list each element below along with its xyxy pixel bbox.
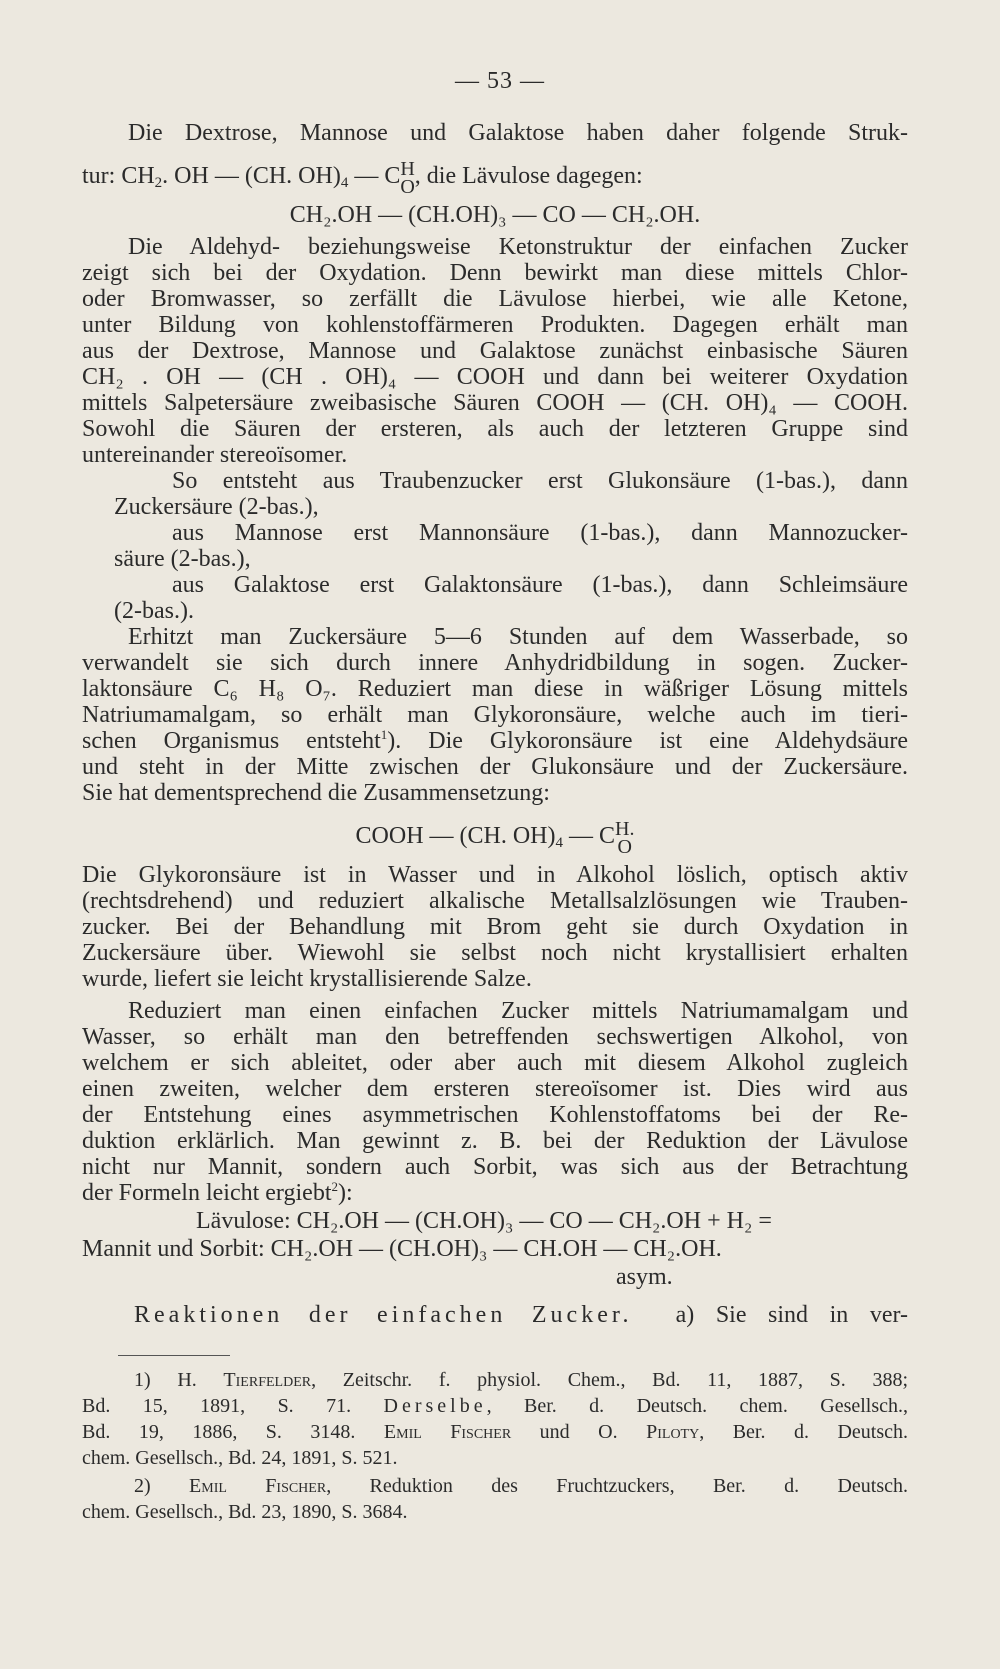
- author-name: Tierfelder: [223, 1369, 312, 1391]
- text-line: und steht in der Mitte zwischen der Glukonsäure und der Zuckersäure.: [82, 754, 908, 780]
- text-line: Die Glykoronsäure ist in Wasser und in Alkohol löslich, optisch aktiv: [82, 862, 908, 888]
- author-name: Piloty: [646, 1421, 700, 1443]
- text-line: verwandelt sie sich durch innere Anhydridbildung in sogen. Zucker-: [82, 650, 908, 676]
- text-line: laktonsäure C₆ H₈ O₇. Reduziert man diese in wäßriger Lösung mittels: [82, 676, 908, 702]
- formula-line-mannit-sorbit: Mannit und Sorbit: CH₂.OH — (CH.OH)₃ — CH.OH — CH₂.OH.: [82, 1236, 722, 1262]
- text-line: welchem er sich ableitet, oder aber auch mit diesem Alkohol zugleich: [82, 1050, 908, 1076]
- formula-line-aldehyde: tur: $CH_2$. OH — (CH. $OH)_4$ — C H O , die Lävulose dagegen:: [82, 158, 643, 198]
- text-line: aus Mannose erst Mannonsäure (1-bas.), dann Mannozucker-: [172, 520, 908, 546]
- text-line: Reduziert man einen einfachen Zucker mittels Natriumamalgam und: [128, 998, 908, 1024]
- text-line: (2-bas.).: [114, 598, 194, 624]
- text-line: untereinander stereoïsomer.: [82, 442, 348, 468]
- text-line: duktion erklärlich. Man gewinnt z. B. bei der Reduktion der Lävulose: [82, 1128, 908, 1154]
- section-heading: Reaktionen der einfachen Zucker.: [134, 1302, 633, 1328]
- text-line: CH₂ . OH — (CH . OH)₄ — COOH und dann bei weiterer Oxydation: [82, 364, 908, 390]
- text-line: mittels Salpetersäure zweibasische Säuren COOH — (CH. OH)₄ — COOH.: [82, 390, 908, 416]
- footnote-line: chem. Gesellsch., Bd. 24, 1891, S. 521.: [82, 1447, 398, 1469]
- section-heading-line: Reaktionen der einfachen Zucker. a) Sie sind in ver-: [134, 1302, 908, 1328]
- text-line: So entsteht aus Traubenzucker erst Glukonsäure (1-bas.), dann: [172, 468, 908, 494]
- text-line: der Entstehung eines asymmetrischen Kohlenstoffatoms bei der Re-: [82, 1102, 908, 1128]
- footnote-line: Bd. 15, 1891, S. 71. Derselbe, Ber. d. Deutsch. chem. Gesellsch.,: [82, 1395, 909, 1417]
- footnote-line: chem. Gesellsch., Bd. 23, 1890, S. 3684.: [82, 1501, 408, 1523]
- author-name: Emil Fischer: [189, 1475, 327, 1497]
- footnote-line: 2) Emil Fischer, Reduktion des Fruchtzuckers, Ber. d. Deutsch.: [134, 1475, 908, 1497]
- text-line: der Formeln leicht ergiebt$^2$):: [82, 1179, 353, 1206]
- text-line: säure (2-bas.),: [114, 546, 251, 572]
- text-line: zeigt sich bei der Oxydation. Denn bewirkt man diese mittels Chlor-: [82, 260, 908, 286]
- text-line: schen Organismus entsteht$^1$). Die Glykoronsäure ist eine Aldehydsäure: [82, 727, 908, 754]
- aldehyde-group: H O: [400, 158, 415, 198]
- formula-line-levulose: CH₂.OH — (CH.OH)₃ — CO — CH₂.OH.: [289, 202, 701, 228]
- formula-line-levulose-reduction: Lävulose: CH₂.OH — (CH.OH)₃ — CO — CH₂.OH + H₂ =: [196, 1208, 772, 1234]
- text-line: Zuckersäure über. Wiewohl sie selbst noch nicht krystallisiert erhalten: [82, 940, 908, 966]
- text-line: aus Galaktose erst Galaktonsäure (1-bas.), dann Schleimsäure: [172, 572, 908, 598]
- footnote-line: Bd. 19, 1886, S. 3148. Emil Fischer und O. Piloty, Ber. d. Deutsch.: [82, 1421, 908, 1443]
- asym-label: asym.: [616, 1264, 673, 1290]
- footnote-line: 1) H. Tierfelder, Zeitschr. f. physiol. Chem., Bd. 11, 1887, S. 388;: [134, 1369, 909, 1391]
- text-line: (rechtsdrehend) und reduziert alkalische Metallsalzlösungen wie Trauben-: [82, 888, 908, 914]
- text-line: Sie hat dementsprechend die Zusammensetzung:: [82, 780, 550, 806]
- text-line: Zuckersäure (2-bas.),: [114, 494, 319, 520]
- text-line: Sowohl die Säuren der ersteren, als auch der letzteren Gruppe sind: [82, 416, 908, 442]
- footnote-ref: 2: [331, 1179, 338, 1194]
- author-name: Emil Fischer: [383, 1421, 512, 1443]
- text-line: einen zweiten, welcher dem ersteren stereoïsomer ist. Dies wird aus: [82, 1076, 908, 1102]
- text-line: Natriumamalgam, so erhält man Glykoronsäure, welche auch im tieri-: [82, 702, 908, 728]
- footnote-divider: [118, 1355, 230, 1356]
- text-line: wurde, liefert sie leicht krystallisierende Salze.: [82, 966, 532, 992]
- formula-line-glykoron: COOH — (CH. $OH)_4$ — C H. O: [355, 818, 635, 858]
- footnote-ref: 1: [380, 727, 388, 742]
- text-line: oder Bromwasser, so zerfällt die Lävulose hierbei, wie alle Ketone,: [82, 286, 908, 312]
- aldehyde-group: H. O: [615, 818, 635, 858]
- text-line: zucker. Bei der Behandlung mit Brom geht sie durch Oxydation in: [82, 914, 908, 940]
- text-line: nicht nur Mannit, sondern auch Sorbit, was sich aus der Betrachtung: [82, 1154, 908, 1180]
- text-line: Erhitzt man Zuckersäure 5—6 Stunden auf dem Wasserbade, so: [128, 624, 908, 650]
- text-line: unter Bildung von kohlenstoffärmeren Produkten. Dagegen erhält man: [82, 312, 908, 338]
- text-line: aus der Dextrose, Mannose und Galaktose zunächst einbasische Säuren: [82, 338, 908, 364]
- text-line: Die Aldehyd- beziehungsweise Ketonstruktur der einfachen Zucker: [128, 234, 908, 260]
- text-line: Wasser, so erhält man den betreffenden sechswertigen Alkohol, von: [82, 1024, 908, 1050]
- text-line: Die Dextrose, Mannose und Galaktose haben daher folgende Struk-: [128, 120, 908, 146]
- page-number: — 53 —: [455, 68, 545, 94]
